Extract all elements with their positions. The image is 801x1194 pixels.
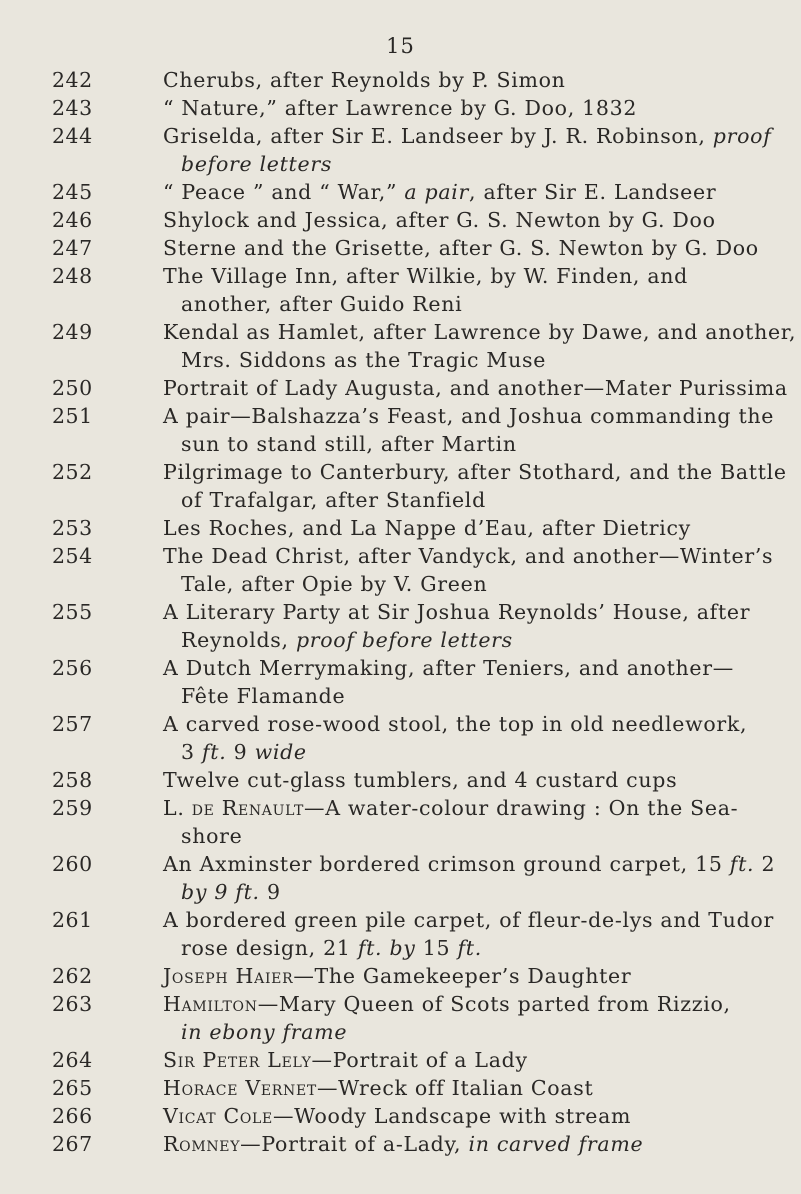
lot-number: 253	[52, 516, 93, 540]
lot-text-part: Vicat Cole	[163, 1104, 273, 1128]
lot-description	[163, 598, 758, 654]
lot-text-part: Sir Peter Lely	[163, 1048, 312, 1072]
lot-description-continuation	[163, 682, 758, 710]
lot-text-part: Reynolds,	[181, 628, 296, 652]
lot-text-part: 2	[754, 852, 776, 876]
lot-text-part: The Dead Christ, after Vandyck, and another—Winter’s	[163, 544, 774, 568]
lot-description-continuation	[163, 290, 758, 318]
lot-text-part: 9	[259, 880, 281, 904]
lot-description	[163, 234, 758, 262]
lot-description	[163, 906, 774, 962]
lot-description-continuation	[163, 346, 758, 374]
lot-description	[163, 458, 787, 514]
lot-text-part: Hamilton	[163, 992, 258, 1016]
lot-text-part: —Woody Landscape with stream	[272, 1104, 632, 1128]
lot-text-part: in carved frame	[468, 1132, 644, 1156]
lot-text-part: ft.	[729, 852, 755, 876]
lot-description	[163, 94, 758, 122]
lot-text-part: —Mary Queen of Scots parted from Rizzio,	[257, 992, 731, 1016]
lot-description	[163, 318, 797, 374]
lot-text-part: of Trafalgar, after Stanfield	[181, 488, 486, 512]
lot-text-part: A Dutch Merrymaking, after Teniers, and another—	[163, 656, 734, 680]
lot-text-part: L. de Renault	[163, 796, 305, 820]
lot-number: 247	[52, 236, 93, 260]
lot-text-part: Joseph Haier	[163, 964, 294, 988]
lot-description-continuation	[163, 878, 758, 906]
lot-text-part: by 9 ft.	[181, 880, 260, 904]
lot-text-part: 9	[226, 740, 255, 764]
lot-text-part: “ Peace ” and “ War,”	[163, 180, 405, 204]
lot-text-part: a pair	[404, 180, 470, 204]
lot-description	[163, 710, 758, 766]
lot-number: 254	[52, 544, 93, 568]
lot-number: 243	[52, 96, 93, 120]
lot-description	[163, 962, 758, 990]
lot-text-part: ft.	[201, 740, 227, 764]
lot-number: 260	[52, 852, 93, 876]
lot-number: 266	[52, 1104, 93, 1128]
lot-description	[163, 654, 758, 710]
lot-text-part: 15	[415, 936, 458, 960]
lot-text-part: —A water-colour drawing : On the Sea-	[304, 796, 739, 820]
lot-text-part: —Portrait of a Lady	[311, 1048, 528, 1072]
lot-number: 261	[52, 908, 93, 932]
lot-text-part: Les Roches, and La Nappe d’Eau, after Dietricy	[163, 516, 691, 540]
lot-text-part: A Literary Party at Sir Joshua Reynolds’ House, after	[163, 600, 751, 624]
lot-description-continuation	[163, 738, 758, 766]
lot-text-part: before letters	[181, 152, 333, 176]
lot-number: 246	[52, 208, 93, 232]
lot-text-part: —Portrait of a-Lady,	[240, 1132, 469, 1156]
lot-number: 259	[52, 796, 93, 820]
lot-text-part: Shylock and Jessica, after G. S. Newton by G. Doo	[163, 208, 716, 232]
lot-number: 250	[52, 376, 93, 400]
lot-text-part: Tale, after Opie by V. Green	[181, 572, 488, 596]
lot-text-part: A pair—Balshazza’s Feast, and Joshua commanding the	[163, 404, 775, 428]
lot-text-part: The Village Inn, after Wilkie, by W. Finden, and	[163, 264, 688, 288]
lot-number: 265	[52, 1076, 93, 1100]
lot-text-part: Horace Vernet	[163, 1076, 317, 1100]
lot-text-part: Portrait of Lady Augusta, and another—Mater Purissima	[163, 376, 788, 400]
lot-text-part: proof	[712, 124, 772, 148]
lot-text-part: Mrs. Siddons as the Tragic Muse	[181, 348, 547, 372]
lot-description	[163, 374, 788, 402]
lot-text-part: wide	[254, 740, 307, 764]
lot-number: 257	[52, 712, 93, 736]
lot-text-part: sun to stand still, after Martin	[181, 432, 517, 456]
lot-text-part: An Axminster bordered crimson ground carpet, 15	[163, 852, 730, 876]
lot-description	[163, 206, 758, 234]
lot-description-continuation	[163, 430, 758, 458]
lot-number: 252	[52, 460, 93, 484]
lot-description	[163, 402, 775, 458]
lot-number: 258	[52, 768, 93, 792]
lot-text-part: Romney	[163, 1132, 241, 1156]
lot-number: 255	[52, 600, 93, 624]
lot-number: 248	[52, 264, 93, 288]
lot-number: 263	[52, 992, 93, 1016]
lot-number: 245	[52, 180, 93, 204]
lot-description-continuation	[163, 934, 758, 962]
lot-number: 267	[52, 1132, 93, 1156]
lot-text-part: Griselda, after Sir E. Landseer by J. R. Robinson,	[163, 124, 713, 148]
lot-number: 256	[52, 656, 93, 680]
lot-description	[163, 850, 776, 906]
lot-number: 249	[52, 320, 93, 344]
lot-text-part: A carved rose-wood stool, the top in old needlework,	[163, 712, 748, 736]
lot-number: 251	[52, 404, 93, 428]
lot-number: 242	[52, 68, 93, 92]
lot-text-part: Pilgrimage to Canterbury, after Stothard, and the Battle	[163, 460, 787, 484]
lot-description-continuation	[163, 822, 758, 850]
lot-text-part: another, after Guido Reni	[181, 292, 463, 316]
lot-description	[163, 178, 758, 206]
lot-description	[163, 122, 772, 178]
lot-text-part: rose design, 21	[181, 936, 358, 960]
lot-text-part: ft. by	[357, 936, 416, 960]
lot-description	[163, 514, 758, 542]
lot-text-part: , after Sir E. Landseer	[469, 180, 717, 204]
lot-description	[163, 1074, 758, 1102]
lot-number: 262	[52, 964, 93, 988]
lot-text-part: 3	[181, 740, 202, 764]
lot-description	[163, 66, 758, 94]
lot-description	[163, 262, 758, 318]
lot-text-part: shore	[181, 824, 243, 848]
lot-description	[163, 1102, 758, 1130]
lot-description-continuation	[163, 486, 758, 514]
lot-text-part: —Wreck off Italian Coast	[316, 1076, 594, 1100]
page-number: 15	[386, 34, 415, 58]
lot-description	[163, 1130, 758, 1158]
lot-text-part: Kendal as Hamlet, after Lawrence by Dawe, and another,	[163, 320, 797, 344]
lot-description-continuation	[163, 626, 758, 654]
lot-number: 264	[52, 1048, 93, 1072]
lot-text-part: Fête Flamande	[181, 684, 346, 708]
lot-text-part: proof before letters	[295, 628, 513, 652]
lot-text-part: Cherubs, after Reynolds by P. Simon	[163, 68, 566, 92]
lot-description-continuation	[163, 1018, 758, 1046]
lot-text-part: —The Gamekeeper’s Daughter	[293, 964, 632, 988]
lot-description	[163, 794, 758, 850]
lot-description-continuation	[163, 150, 758, 178]
lot-number: 244	[52, 124, 93, 148]
lot-text-part: ft.	[457, 936, 482, 960]
lot-description	[163, 766, 758, 794]
lot-text-part: in ebony frame	[181, 1020, 348, 1044]
lot-text-part: “ Nature,” after Lawrence by G. Doo, 1832	[163, 96, 638, 120]
lot-text-part: A bordered green pile carpet, of fleur-de-lys and Tudor	[163, 908, 774, 932]
lot-description	[163, 990, 758, 1046]
lot-text-part: Sterne and the Grisette, after G. S. Newton by G. Doo	[163, 236, 759, 260]
lot-text-part: Twelve cut-glass tumblers, and 4 custard cups	[163, 768, 678, 792]
lot-description	[163, 542, 774, 598]
lot-description-continuation	[163, 570, 758, 598]
lot-description	[163, 1046, 758, 1074]
